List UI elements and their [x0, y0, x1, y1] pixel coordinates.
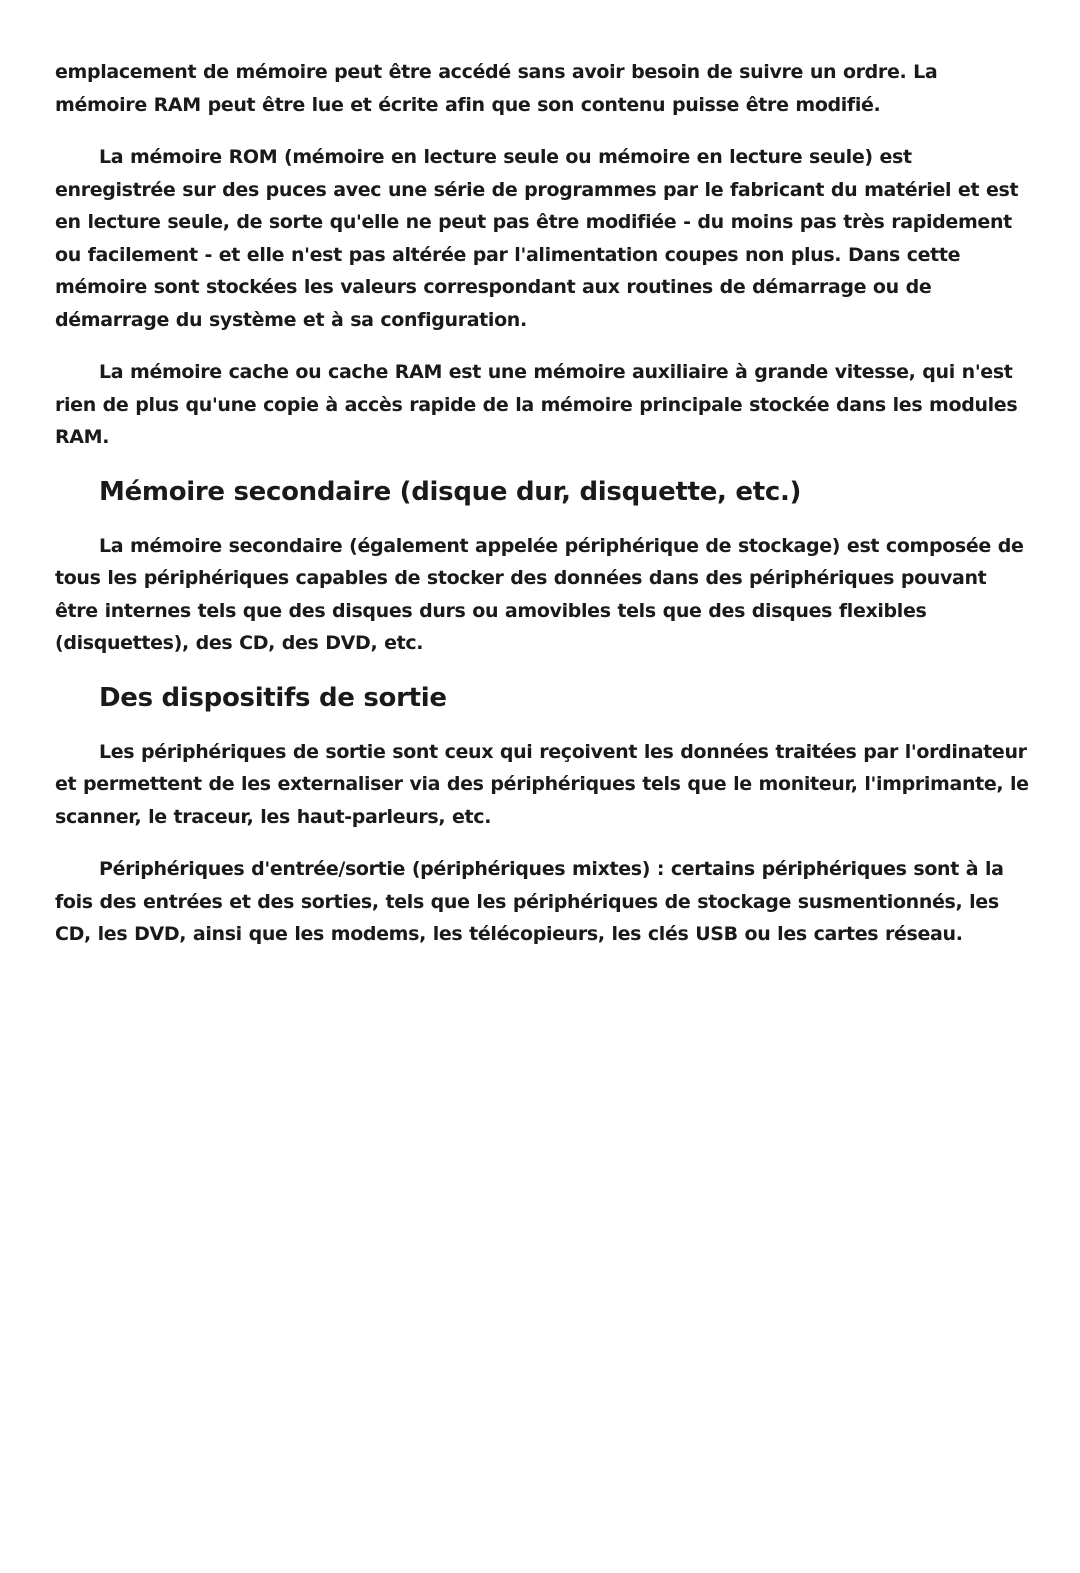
paragraph-rom: La mémoire ROM (mémoire en lecture seule ou mémoire en lecture seule) est enregistrée sur des puces avec une série de programmes par le fabricant du matériel et est en lecture seule, de sorte qu'elle ne peut pas être modifiée - du moins pas très rapidement ou facilement - et elle n'est pas altérée par l'alimentation coupes non plus. Dans cette mémoire sont stockées les valeurs correspondant aux routines de démarrage ou de démarrage du système et à sa configuration. — [55, 146, 1019, 331]
document-page — [55, 56, 1030, 971]
paragraph-io-devices: Périphériques d'entrée/sortie (périphériques mixtes) : certains périphériques sont à la fois des entrées et des sorties, tels que les périphériques de stockage susmentionnés, les CD, les DVD, ainsi que les modems, les télécopieurs, les clés USB ou les cartes réseau. — [55, 858, 1004, 945]
paragraph-secondary-memory: La mémoire secondaire (également appelée périphérique de stockage) est composée de tous les périphériques capables de stocker des données dans des périphériques pouvant être internes tels que des disques durs ou amovibles tels que des disques flexibles (disquettes), des CD, des DVD, etc. — [55, 534, 1024, 654]
heading-output-devices: Des dispositifs de sortie — [99, 682, 447, 713]
paragraph-cache: La mémoire cache ou cache RAM est une mémoire auxiliaire à grande vitesse, qui n'est rien de plus qu'une copie à accès rapide de la mémoire principale stockée dans les modules RAM. — [55, 361, 1018, 448]
heading-secondary-memory: Mémoire secondaire (disque dur, disquette, etc.) — [99, 476, 802, 507]
paragraph-output-devices: Les périphériques de sortie sont ceux qui reçoivent les données traitées par l'ordinateur et permettent de les externaliser via des périphériques tels que le moniteur, l'imprimante, le scanner, le traceur, les haut-parleurs, etc. — [55, 740, 1029, 828]
paragraph-ram-continuation: emplacement de mémoire peut être accédé sans avoir besoin de suivre un ordre. La mémoire RAM peut être lue et écrite afin que son contenu puisse être modifié. — [55, 61, 938, 116]
